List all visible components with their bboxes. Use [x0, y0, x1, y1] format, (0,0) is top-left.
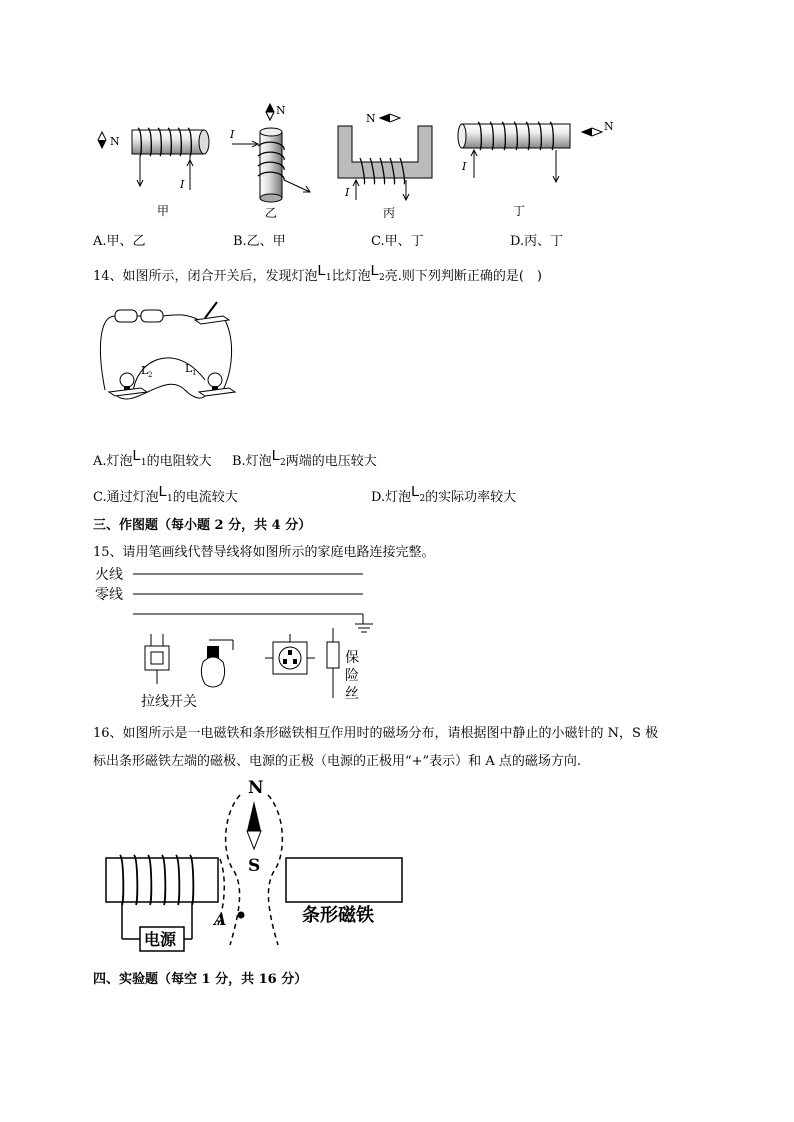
- fig-label-jia: 甲: [157, 204, 170, 218]
- point-a-label: A: [214, 910, 227, 929]
- svg-text:N: N: [604, 120, 614, 133]
- fig-yi: [229, 104, 310, 202]
- fig-ding: [458, 120, 614, 182]
- q14-option-d: D.灯泡L2的实际功率较大: [371, 483, 517, 505]
- svg-text:I: I: [345, 186, 350, 199]
- svg-text:N: N: [366, 112, 376, 125]
- q14-stem: 14、如图所示，闭合开关后，发现灯泡L1比灯泡L2亮.则下列判断正确的是( ): [93, 262, 542, 284]
- svg-text:I: I: [180, 178, 185, 191]
- neutral-wire-label: 零线: [95, 587, 123, 603]
- light-bulb-icon: [201, 640, 233, 687]
- q16-stem-line2: 标出条形磁铁左端的磁极、电源的正极（电源的正极用“+”表示）和 A 点的磁场方向.: [93, 754, 581, 769]
- q14-option-c: C.通过灯泡L1的电流较大: [93, 483, 238, 505]
- q15-stem: 15、请用笔画线代替导线将如图所示的家庭电路连接完整。: [93, 545, 435, 560]
- svg-text:L: L: [141, 364, 149, 377]
- svg-text:L: L: [185, 362, 193, 375]
- needle-s-label: S: [248, 856, 261, 876]
- pull-switch-label: 拉线开关: [141, 694, 197, 710]
- q15-household-circuit: [93, 562, 393, 710]
- fuse-label-1: 保: [345, 650, 359, 666]
- svg-text:I: I: [462, 160, 467, 173]
- live-wire-label: 火线: [95, 567, 123, 583]
- needle-n-label: N: [248, 778, 264, 798]
- svg-text:I: I: [230, 128, 235, 141]
- point-a: [238, 912, 245, 919]
- compass-n-label: N: [110, 135, 120, 148]
- q13-option-d: D.丙、丁: [510, 234, 564, 249]
- bar-magnet-label: 条形磁铁: [302, 905, 374, 926]
- bar-magnet: [286, 858, 402, 902]
- svg-text:N: N: [276, 104, 286, 117]
- svg-text:2: 2: [148, 371, 153, 379]
- pull-switch-icon: [145, 634, 169, 684]
- fig-jia: [98, 128, 209, 191]
- fuse-icon: [327, 628, 339, 698]
- fig-label-bing: 丙: [383, 206, 396, 220]
- q13-option-b: B.乙、甲: [233, 234, 286, 249]
- q14-option-a: A.灯泡L1的电阻较大: [93, 447, 212, 469]
- section-4-heading: 四、实验题（每空 1 分，共 16 分）: [93, 972, 308, 987]
- power-source-label: 电源: [144, 930, 177, 949]
- q16-magnet-figure: [100, 775, 410, 955]
- fig-bing: [338, 112, 432, 200]
- fuse-label-2: 险: [345, 668, 359, 684]
- q14-option-b: B.灯泡L2两端的电压较大: [232, 447, 377, 469]
- q16-stem-line1: 16、如图所示是一电磁铁和条形磁铁相互作用时的磁场分布，请根据图中静止的小磁针的 N，S 极: [93, 726, 659, 741]
- section-3-heading: 三、作图题（每小题 2 分，共 4 分）: [93, 518, 312, 533]
- q13-option-c: C.甲、丁: [371, 234, 424, 249]
- q14-circuit-figure: [95, 290, 245, 415]
- svg-text:1: 1: [192, 369, 197, 377]
- fig-label-ding: 丁: [513, 204, 526, 218]
- q13-figures: [90, 100, 630, 220]
- three-pin-socket-icon: [265, 634, 315, 674]
- fuse-label-3: 丝: [345, 686, 359, 702]
- q13-option-a: A.甲、乙: [93, 234, 146, 249]
- fig-label-yi: 乙: [265, 206, 278, 220]
